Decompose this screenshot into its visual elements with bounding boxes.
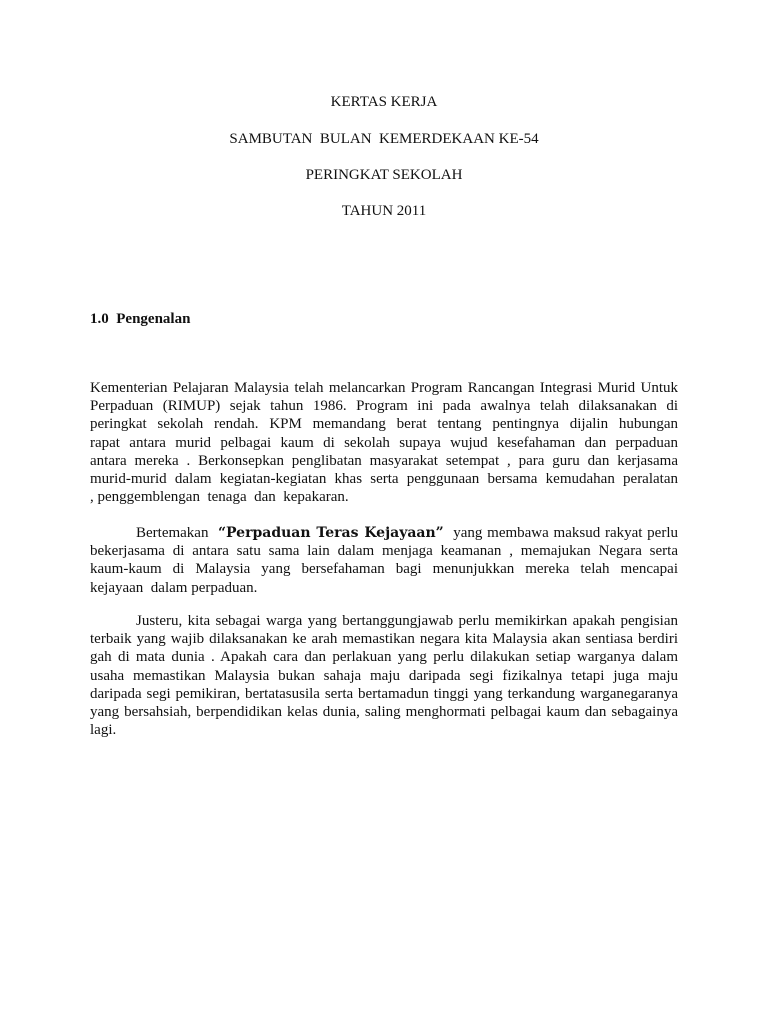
paragraph-line: gah di mata dunia . Apakah cara dan perlakuan yang perlu dilakukan setiap warganya dalam xyxy=(90,649,678,666)
document-level: PERINGKAT SEKOLAH xyxy=(305,167,463,183)
paragraph-line: antara mereka . Berkonsepkan penglibatan masyarakat setempat , para guru dan kerjasama xyxy=(90,452,678,469)
paragraph-line: bekerjasama di antara satu sama lain dalam menjaga keamanan , memajukan Negara serta xyxy=(90,543,678,560)
paragraph-line: usaha memastikan Malaysia bukan sahaja maju daripada segi fizikalnya tetapi juga maju xyxy=(90,667,678,684)
paragraph-theme xyxy=(90,524,678,597)
section-heading: 1.0 Pengenalan xyxy=(90,311,191,327)
paragraph-line: murid-murid dalam kegiatan-kegiatan khas serta penggunaan bersama kemudahan peralatan xyxy=(90,470,678,487)
theme-trailing-text: yang membawa maksud rakyat perlu xyxy=(453,525,679,541)
theme-lead-text: Bertemakan xyxy=(136,525,209,541)
paragraph-line xyxy=(90,524,678,542)
paragraph-line: yang bersahsiah, berpendidikan kelas dunia, saling menghormati pelbagai kaum dan sebagainya xyxy=(90,703,678,720)
document-title: KERTAS KERJA xyxy=(330,94,438,110)
document-subtitle: SAMBUTAN BULAN KEMERDEKAAN KE-54 xyxy=(229,131,539,147)
paragraph-line: terbaik yang wajib dilaksanakan ke arah memastikan negara kita Malaysia akan sentiasa berdiri xyxy=(90,631,678,648)
paragraph-line: Perpaduan (RIMUP) sejak tahun 1986. Program ini pada awalnya telah dilaksanakan di xyxy=(90,398,678,415)
paragraph-reflection xyxy=(90,612,678,739)
paragraph-introduction xyxy=(90,379,678,506)
paragraph-line: , penggemblengan tenaga dan kepakaran. xyxy=(90,489,349,506)
paragraph-line: lagi. xyxy=(90,722,117,739)
paragraph-line: daripada segi pemikiran, bertatasusila serta bertamadun tinggi yang terkandung warganegaranya xyxy=(90,685,678,702)
paragraph-line: rapat antara murid pelbagai kaum di sekolah supaya wujud kesefahaman dan perpaduan xyxy=(90,434,678,451)
paragraph-line: kaum-kaum di Malaysia yang bersefahaman bagi menunjukkan mereka telah mencapai xyxy=(90,561,678,578)
paragraph-line: Justeru, kita sebagai warga yang bertanggungjawab perlu memikirkan apakah pengisian xyxy=(136,613,678,629)
paragraph-line: kejayaan dalam perpaduan. xyxy=(90,579,258,596)
paragraph-line: Kementerian Pelajaran Malaysia telah melancarkan Program Rancangan Integrasi Murid Untuk xyxy=(90,380,678,396)
document-year: TAHUN 2011 xyxy=(341,203,427,219)
theme-title: “Perpaduan Teras Kejayaan” xyxy=(217,525,444,541)
paragraph-line: peringkat sekolah rendah. KPM memandang berat tentang pentingnya dijalin hubungan xyxy=(90,416,678,433)
